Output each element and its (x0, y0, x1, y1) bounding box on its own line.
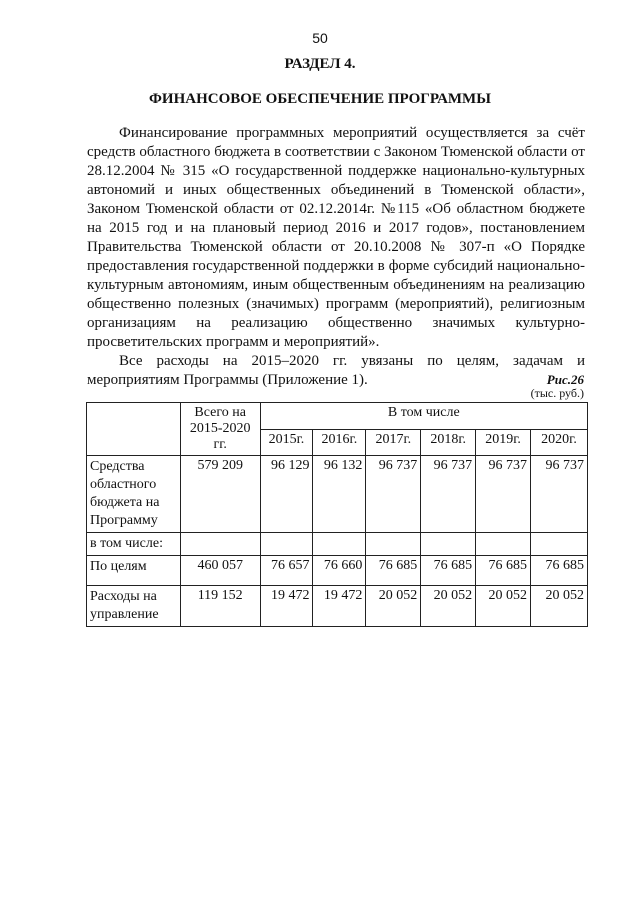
header-year: 2018г. (421, 429, 476, 456)
row-value: 96 737 (476, 456, 531, 533)
row-total: 460 057 (180, 556, 260, 586)
header-year: 2019г. (476, 429, 531, 456)
row-value: 20 052 (421, 586, 476, 627)
header-year: 2015г. (260, 429, 313, 456)
header-total: Всего на 2015-2020 гг. (180, 403, 260, 456)
row-label: Средства областного бюджета на Программу (87, 456, 181, 533)
page-number: 50 (312, 30, 328, 46)
row-value (313, 533, 366, 556)
row-value (531, 533, 588, 556)
table-header-row (87, 403, 588, 430)
header-year: 2016г. (313, 429, 366, 456)
row-value (366, 533, 421, 556)
row-value: 96 737 (531, 456, 588, 533)
row-value: 76 660 (313, 556, 366, 586)
row-value: 96 132 (313, 456, 366, 533)
table-row (87, 533, 588, 556)
row-value: 76 685 (421, 556, 476, 586)
unit-label: (тыс. руб.) (530, 386, 584, 400)
row-value: 19 472 (313, 586, 366, 627)
table-row (87, 456, 588, 533)
section-title: РАЗДЕЛ 4. (284, 56, 356, 72)
row-value: 96 129 (260, 456, 313, 533)
row-value: 76 685 (476, 556, 531, 586)
row-value: 96 737 (421, 456, 476, 533)
row-value: 20 052 (476, 586, 531, 627)
row-value: 76 685 (531, 556, 588, 586)
header-empty-cell (87, 403, 181, 456)
row-value: 19 472 (260, 586, 313, 627)
row-value: 76 657 (260, 556, 313, 586)
body-text (87, 124, 585, 390)
row-value (476, 533, 531, 556)
row-label: Расходы на управление (87, 586, 181, 627)
row-value (421, 533, 476, 556)
table-row (87, 586, 588, 627)
row-total: 579 209 (180, 456, 260, 533)
table-row (87, 556, 588, 586)
paragraph: Все расходы на 2015–2020 гг. увязаны по целям, задачам и мероприятиям Программы (Приложение 1). (87, 353, 585, 388)
row-label: По целям (87, 556, 181, 586)
paragraph: Финансирование программных мероприятий осуществляется за счёт средств областного бюджета в соответствии с Законом Тюменской области от 28.12.2004 № 315 «О государственной поддержке национально-культурных автономий и иных общественных объединений в Тюменской области», Законом Тюменской области от 02.12.2014г. №115 «Об областном бюджете на 2015 год и на плановый период 2016 и 2017 годов», постановлением Правительства Тюменской области от 20.10.2008 № 307-п «О Порядке предоставления государственной поддержки в форме субсидий национально-культурным автономиям, иным общественным объединениям на реализацию общественно полезных (значимых) программ (мероприятий), религиозным организациям на реализацию общественно значимых культурно-просветительских программ и мероприятий». (87, 125, 585, 350)
row-label: в том числе: (87, 533, 181, 556)
financing-table (86, 402, 588, 627)
row-value: 96 737 (366, 456, 421, 533)
row-value: 20 052 (531, 586, 588, 627)
row-value (260, 533, 313, 556)
row-value: 20 052 (366, 586, 421, 627)
row-total: 119 152 (180, 586, 260, 627)
header-year: 2020г. (531, 429, 588, 456)
figure-label: Рис.26 (546, 372, 584, 387)
header-year: 2017г. (366, 429, 421, 456)
row-total (180, 533, 260, 556)
row-value: 76 685 (366, 556, 421, 586)
header-group: В том числе (260, 403, 587, 430)
page-heading: ФИНАНСОВОЕ ОБЕСПЕЧЕНИЕ ПРОГРАММЫ (149, 91, 491, 107)
